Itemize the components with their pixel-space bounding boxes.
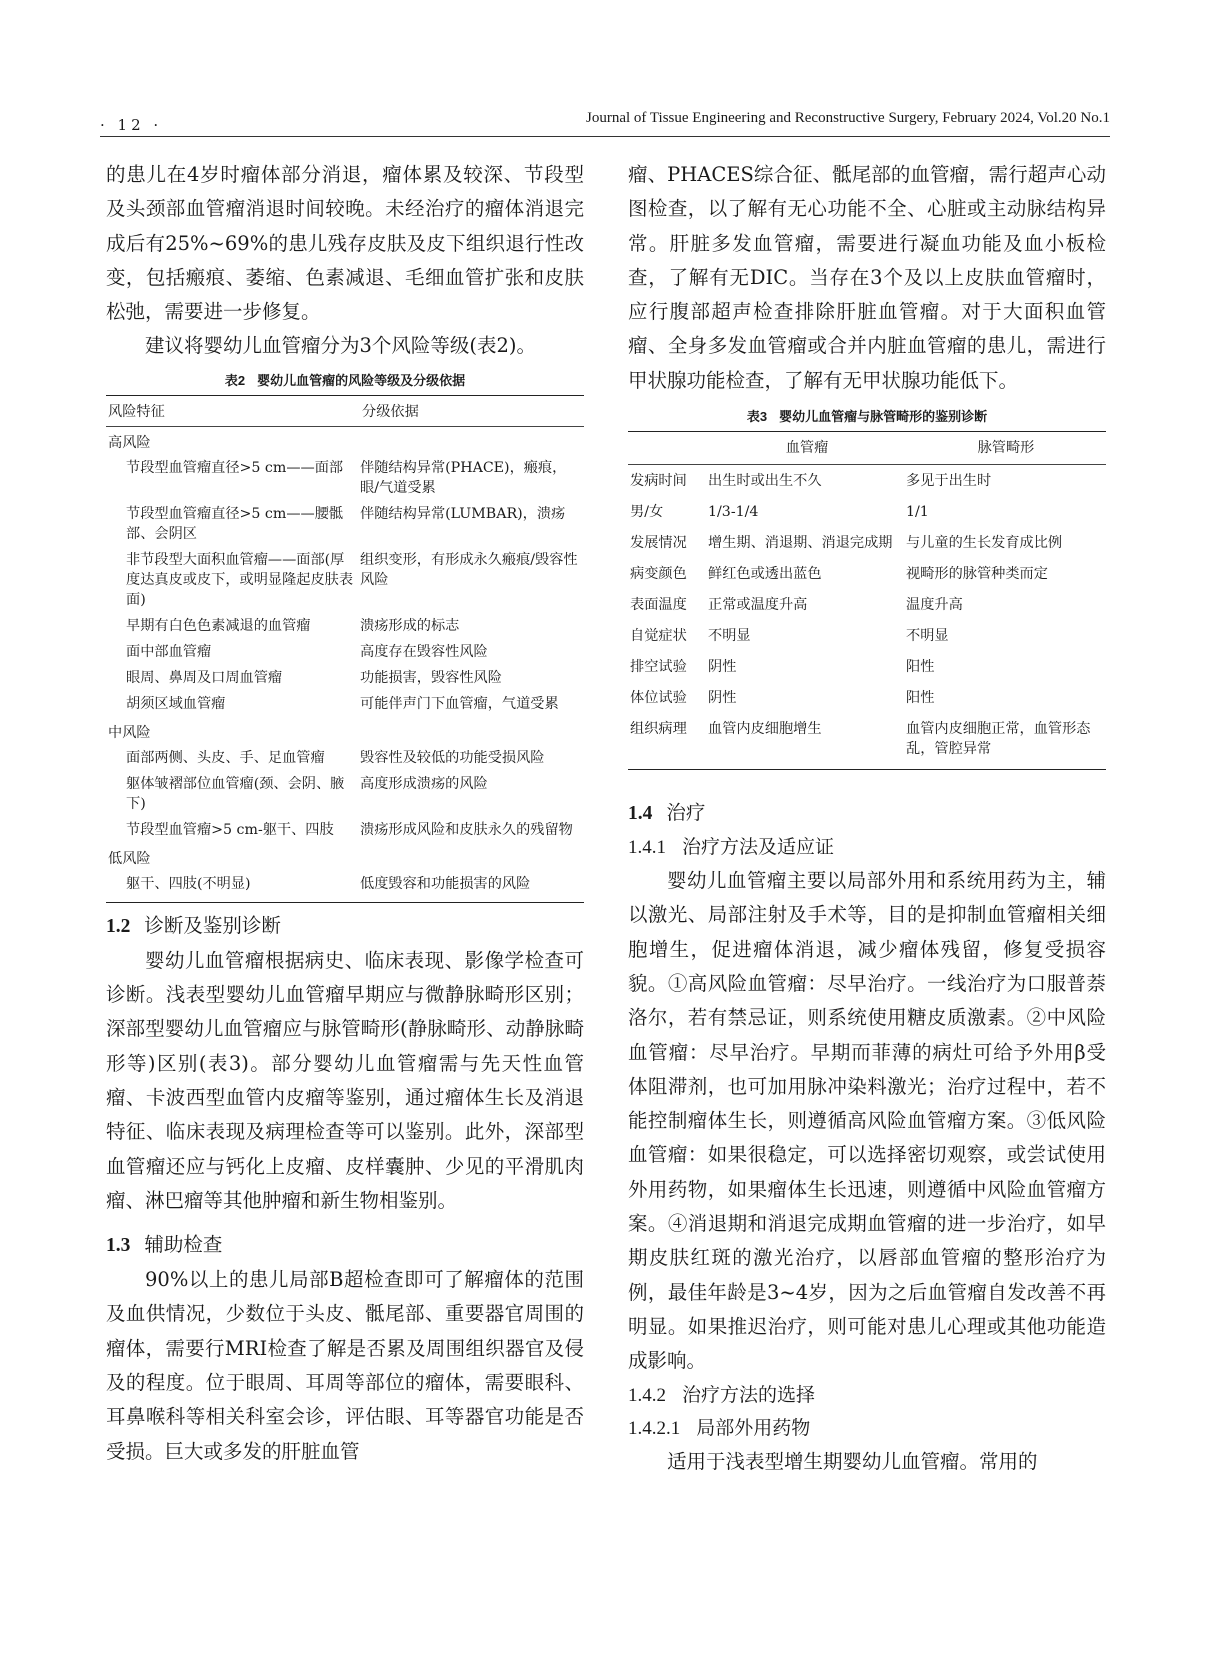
table2-row [106,871,584,903]
table3-cell-item: 组织病理 [628,713,708,770]
table3-cell-malformation: 视畸形的脉管种类而定 [906,566,1048,583]
table2-group-row [106,717,584,745]
table3-cell-malformation: 温度升高 [906,597,963,614]
table2-cell-feature: 节段型血管瘤>5 cm-躯干、四肢 [126,821,334,838]
table3-cell-item: 表面温度 [630,597,687,614]
table3-cell-hemangioma: 正常或温度升高 [708,597,808,614]
table3-cell-hemangioma: 鲜红色或透出蓝色 [708,566,822,583]
table2-title: 婴幼儿血管瘤的风险等级及分级依据 [257,372,466,388]
section-number: 1.3 [106,1235,131,1257]
header-rule [100,136,1110,137]
table3-cell-hemangioma: 阴性 [708,690,737,707]
table2-group-row [106,426,584,455]
journal-header: Journal of Tissue Engineering and Reconstructive Surgery, February 2024, Vol.20 No.1 [586,110,1110,126]
table3-header-blank [628,432,708,465]
table3-header-malformation: 脉管畸形 [906,432,1106,465]
table3-cell-item: 排空试验 [630,659,687,676]
page-number: · 12 · [100,116,163,134]
table2-row [106,613,584,639]
table2-cell-basis: 功能损害，毁容性风险 [360,669,502,686]
table3-row [628,496,1106,527]
section-number: 1.4.2 [628,1384,666,1406]
table2-group-name: 高风险 [108,434,151,451]
table2-row [106,639,584,665]
table2-cell-feature: 胡须区域血管瘤 [126,695,226,712]
section-heading-1-2 [106,909,584,944]
table2-row [106,745,584,771]
table3-cell-item: 发展情况 [630,535,687,552]
table2-cell-basis: 溃疡形成的标志 [360,617,460,634]
table3-cell-item: 体位试验 [630,690,687,707]
table3-row [628,465,1106,497]
table3-row [628,620,1106,651]
table3-cell-malformation: 多见于出生时 [906,473,992,490]
table2-cell-basis: 毁容性及较低的功能受损风险 [360,749,545,766]
table2-cell-basis: 高度形成溃疡的风险 [360,775,488,792]
table2-cell-feature: 节段型血管瘤直径>5 cm——腰骶部、会阴区 [126,505,344,542]
table3-cell-hemangioma: 1/3-1/4 [708,504,759,521]
section-title: 治疗方法的选择 [682,1383,816,1406]
section-heading-1-4-2 [628,1379,1106,1412]
paragraph: 适用于浅表型增生期婴幼儿血管瘤。常用的 [667,1449,1038,1473]
table2-row [106,455,584,501]
table3-cell-malformation: 血管内皮细胞正常，血管形态乱，管腔异常 [906,713,1106,770]
paragraph: 婴幼儿血管瘤根据病史、临床表现、影像学检查可诊断。浅表型婴幼儿血管瘤早期应与微静脉畸形区别；深部型婴幼儿血管瘤应与脉管畸形(静脉畸形、动静脉畸形等)区别(表3)。部分婴幼儿血管瘤需与先天性血管瘤、卡波西型血管内皮瘤等鉴别，通过瘤体生长及消退特征、临床表现及病理检查等可以鉴别。此外，深部型血管瘤还应与钙化上皮瘤、皮样囊肿、少见的平滑肌肉瘤、淋巴瘤等其他肿瘤和新生物相鉴别。 [106,948,584,1212]
table3-cell-malformation: 阳性 [906,659,935,676]
section-number: 1.4.1 [628,837,666,859]
section-title: 诊断及鉴别诊断 [144,913,281,937]
section-number: 1.2 [106,915,131,937]
table2-number: 表2 [224,372,246,388]
table3-row [628,651,1106,682]
table2-row [106,817,584,843]
table2-group-name: 低风险 [108,850,151,867]
table2-cell-feature: 早期有白色色素减退的血管瘤 [126,617,311,634]
section-title: 局部外用药物 [696,1416,811,1439]
table3-title: 婴幼儿血管瘤与脉管畸形的鉴别诊断 [779,409,988,425]
table3-cell-malformation: 不明显 [906,628,949,645]
table2-cell-feature: 眼周、鼻周及口周血管瘤 [126,669,283,686]
table2-row [106,665,584,691]
section-heading-1-3 [106,1228,584,1263]
table3-cell-item: 男/女 [630,504,664,521]
table2-row [106,691,584,717]
table3-header-hemangioma: 血管瘤 [708,432,906,465]
section-heading-1-4-1 [628,831,1106,864]
table2-cell-basis: 可能伴声门下血管瘤，气道受累 [360,695,559,712]
table2-cell-basis: 低度毁容和功能损害的风险 [360,871,584,903]
table3-cell-malformation: 1/1 [906,504,929,521]
paragraph: 的患儿在4岁时瘤体部分消退，瘤体累及较深、节段型及头颈部血管瘤消退时间较晚。未经治疗的瘤体消退完成后有25%~69%的患儿残存皮肤及皮下组织退行性改变，包括瘢痕、萎缩、色素减退、毛细血管扩张和皮肤松弛，需要进一步修复。 [106,163,584,324]
table2-cell-basis: 高度存在毁容性风险 [360,643,488,660]
right-column [628,158,1106,1479]
section-title: 治疗 [666,801,706,825]
table2-header-features: 风险特征 [106,395,360,426]
table2-row [106,547,584,613]
table3-cell-malformation: 阳性 [906,690,935,707]
table2-cell-feature: 面部两侧、头皮、手、足血管瘤 [126,749,325,766]
table3-body [628,465,1106,770]
paragraph: 建议将婴幼儿血管瘤分为3个风险等级(表2)。 [145,334,537,358]
table2-cell-basis: 伴随结构异常(PHACE)，瘢痕，眼/气道受累 [360,459,567,496]
table3-row [628,527,1106,558]
section-title: 辅助检查 [144,1233,223,1257]
table2-row [106,771,584,817]
table2-group-row [106,843,584,871]
table2-cell-basis: 溃疡形成风险和皮肤永久的残留物 [360,821,573,838]
table2-row [106,501,584,547]
table2-cell-feature: 节段型血管瘤直径>5 cm——面部 [126,459,344,476]
table3-row [628,589,1106,620]
table3-cell-malformation: 与儿童的生长发育成比例 [906,535,1063,552]
section-heading-1-4-2-1 [628,1412,1106,1445]
table2-cell-basis: 伴随结构异常(LUMBAR)，溃疡 [360,505,566,522]
table3 [628,431,1106,770]
table3-cell-hemangioma: 阴性 [708,659,737,676]
table2-cell-basis: 组织变形，有形成永久瘢痕/毁容性风险 [360,551,578,588]
table3-row [628,682,1106,713]
table2-cell-feature: 躯干、四肢(不明显) [106,871,360,903]
table2 [106,395,584,903]
left-column [106,158,584,1469]
paragraph: 90%以上的患儿局部B超检查即可了解瘤体的范围及血供情况，少数位于头皮、骶尾部、重要器官周围的瘤体，需要行MRI检查了解是否累及周围组织器官及侵及的程度。位于眼周、耳周等部位的瘤体，需要眼科、耳鼻喉科等相关科室会诊，评估眼、耳等器官功能是否受损。巨大或多发的肝脏血管 [106,1268,584,1463]
table3-cell-hemangioma: 增生期、消退期、消退完成期 [708,535,893,552]
table3-caption [628,406,1106,425]
paragraph: 婴幼儿血管瘤主要以局部外用和系统用药为主，辅以激光、局部注射及手术等，目的是抑制血管瘤相关细胞增生，促进瘤体消退，减少瘤体残留，修复受损容貌。①高风险血管瘤：尽早治疗。一线治疗为口服普萘洛尔，若有禁忌证，则系统使用糖皮质激素。②中风险血管瘤：尽早治疗。早期而菲薄的病灶可给予外用β受体阻滞剂，也可加用脉冲染料激光；治疗过程中，若不能控制瘤体生长，则遵循高风险血管瘤方案。③低风险血管瘤：如果很稳定，可以选择密切观察，或尝试使用外用药物，如果瘤体生长迅速，则遵循中风险血管瘤方案。④消退期和消退完成期血管瘤的进一步治疗，如早期皮肤红斑的激光治疗，以唇部血管瘤的整形治疗为例，最佳年龄是3~4岁，因为之后血管瘤自发改善不再明显。如果推迟治疗，则可能对患儿心理或其他功能造成影响。 [628,869,1106,1373]
table3-number: 表3 [746,409,768,425]
table2-caption [106,370,584,389]
table2-cell-feature: 面中部血管瘤 [126,643,212,660]
table3-cell-hemangioma: 出生时或出生不久 [708,473,822,490]
table3-row [628,558,1106,589]
table2-cell-feature: 非节段型大面积血管瘤——面部(厚度达真皮或皮下，或明显隆起皮肤表面) [126,551,354,608]
table2-body [106,426,584,902]
section-number: 1.4.2.1 [628,1417,681,1439]
table3-row [628,713,1106,770]
table2-cell-feature: 躯体皱褶部位血管瘤(颈、会阴、腋下) [126,775,345,812]
table3-cell-hemangioma: 不明显 [708,628,751,645]
paragraph: 瘤、PHACES综合征、骶尾部的血管瘤，需行超声心动图检查，以了解有无心功能不全、心脏或主动脉结构异常。肝脏多发血管瘤，需要进行凝血功能及血小板检查，了解有无DIC。当存在3个及以上皮肤血管瘤时，应行腹部超声检查排除肝脏血管瘤。对于大面积血管瘤、全身多发血管瘤或合并内脏血管瘤的患儿，需进行甲状腺功能检查，了解有无甲状腺功能低下。 [628,163,1106,392]
table3-cell-item: 病变颜色 [630,566,687,583]
table3-cell-item: 自觉症状 [630,628,687,645]
section-number: 1.4 [628,803,653,825]
table2-group-name: 中风险 [108,724,151,741]
table2-header-basis: 分级依据 [360,395,584,426]
table3-cell-item: 发病时间 [630,473,687,490]
section-heading-1-4 [628,796,1106,831]
table3-cell-hemangioma: 血管内皮细胞增生 [708,713,906,770]
section-title: 治疗方法及适应证 [682,836,835,859]
